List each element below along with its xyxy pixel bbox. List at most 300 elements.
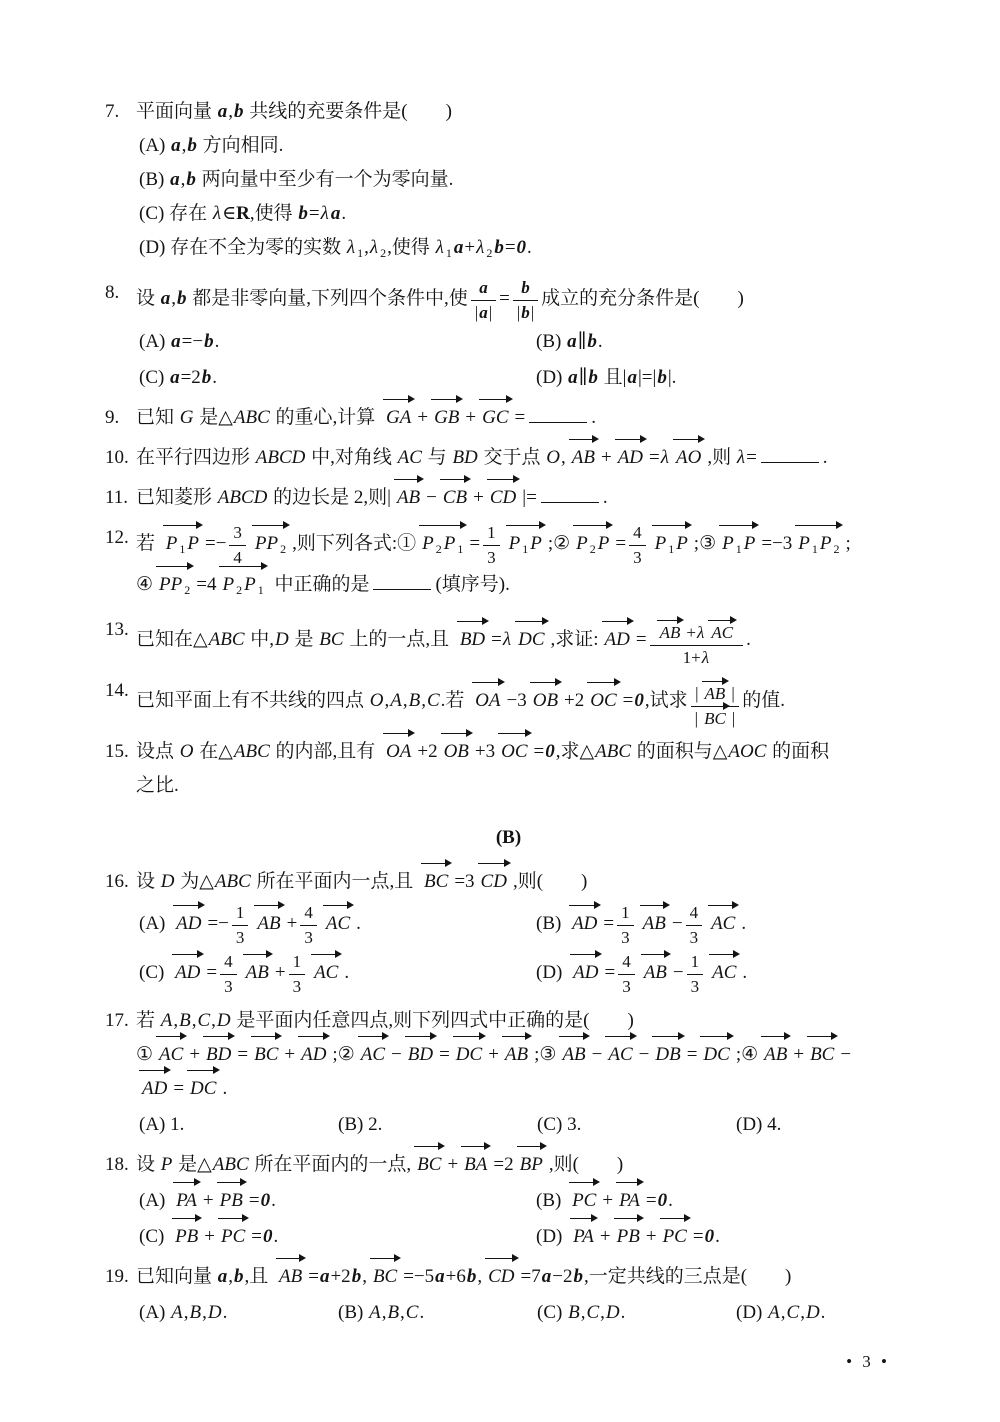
text: − bbox=[638, 1043, 650, 1065]
text: (C) bbox=[537, 1301, 568, 1323]
math-variable: AC bbox=[360, 1043, 386, 1065]
math-variable: BC bbox=[704, 708, 726, 728]
text: 4 bbox=[304, 903, 313, 923]
question-text bbox=[136, 522, 912, 567]
option bbox=[139, 1221, 536, 1253]
text: = bbox=[469, 533, 481, 554]
math-bold-vector: b bbox=[521, 278, 530, 297]
text: (C) bbox=[139, 962, 170, 984]
option bbox=[736, 1297, 935, 1329]
math-variable: PA bbox=[619, 1189, 640, 1211]
text: ∈ bbox=[222, 203, 237, 224]
text: = bbox=[237, 1043, 249, 1065]
text: . bbox=[591, 407, 596, 429]
text: = bbox=[308, 203, 320, 224]
text: , bbox=[477, 1265, 483, 1287]
math-variable: ABC bbox=[233, 407, 270, 429]
text: | bbox=[474, 302, 479, 322]
text: , bbox=[384, 690, 390, 712]
math-bold-vector: 0 bbox=[704, 1225, 715, 1247]
math-variable: AD bbox=[573, 962, 599, 984]
math-variable: AC bbox=[159, 1043, 184, 1065]
text: 的边长是 2,则| bbox=[268, 487, 391, 509]
fraction bbox=[691, 675, 740, 728]
math-variable: BD bbox=[206, 1043, 232, 1065]
text: 3 bbox=[621, 927, 630, 947]
subscript: 1 bbox=[668, 542, 675, 556]
question-17-line-3 bbox=[105, 1073, 912, 1105]
math-bold-vector: b bbox=[186, 169, 196, 190]
question-number: 7. bbox=[105, 101, 120, 122]
text: − bbox=[672, 962, 684, 984]
math-variable: BP bbox=[519, 1153, 543, 1175]
text: + bbox=[286, 913, 298, 935]
text: +2 bbox=[330, 1265, 351, 1287]
text: 3 bbox=[622, 977, 631, 997]
math-variable: AB bbox=[279, 1265, 303, 1287]
question-text bbox=[136, 402, 912, 434]
question-16-options-row-1 bbox=[105, 902, 912, 947]
math-variable: AD bbox=[142, 1077, 168, 1099]
text: , bbox=[171, 287, 177, 309]
text: ① bbox=[136, 1043, 154, 1065]
option bbox=[536, 1221, 933, 1253]
text: , bbox=[402, 690, 408, 712]
math-bold-vector: a bbox=[541, 1265, 552, 1287]
question-number: 9. bbox=[105, 407, 120, 429]
math-variable: P bbox=[187, 533, 199, 554]
vector-arrow bbox=[219, 569, 266, 606]
text: (B) bbox=[536, 913, 567, 935]
text: 与 bbox=[422, 447, 452, 469]
option bbox=[537, 1297, 736, 1329]
vector-arrow bbox=[440, 482, 470, 514]
numerator bbox=[513, 277, 538, 301]
denominator bbox=[650, 646, 743, 668]
vector-arrow bbox=[441, 736, 472, 768]
math-variable: BC bbox=[424, 871, 449, 893]
text: = bbox=[439, 1043, 450, 1065]
text: 且| bbox=[598, 367, 627, 389]
vector-arrow bbox=[569, 442, 598, 474]
text: = bbox=[746, 447, 757, 469]
text: | bbox=[488, 302, 493, 322]
vector-arrow bbox=[421, 866, 451, 898]
text: (D) bbox=[536, 962, 568, 984]
denominator bbox=[513, 301, 538, 323]
vector-arrow bbox=[795, 528, 842, 565]
text: . bbox=[273, 1225, 279, 1247]
text: , bbox=[211, 1009, 216, 1031]
vector-arrow bbox=[358, 1039, 388, 1071]
question-text bbox=[136, 277, 912, 322]
text: (C) bbox=[139, 1225, 170, 1247]
question-12 bbox=[105, 522, 912, 567]
math-variable: D bbox=[275, 629, 289, 651]
fraction bbox=[483, 522, 500, 567]
text: +2 bbox=[417, 741, 438, 763]
math-variable: A bbox=[160, 1009, 173, 1031]
text: 中正确的是 bbox=[269, 574, 370, 596]
vector-arrow bbox=[660, 1221, 690, 1253]
section-b-header bbox=[105, 822, 912, 854]
text: . bbox=[668, 1189, 673, 1211]
math-variable: CD bbox=[488, 1265, 515, 1287]
math-bold-vector: 0 bbox=[263, 1225, 273, 1247]
option bbox=[536, 902, 933, 947]
vector-arrow bbox=[479, 402, 511, 434]
text: , bbox=[173, 1009, 179, 1031]
math-variable: ABCD bbox=[255, 447, 306, 469]
math-variable: AB bbox=[571, 447, 595, 469]
math-bold-vector: a bbox=[330, 203, 341, 224]
math-variable: λ bbox=[696, 623, 705, 643]
vector-arrow bbox=[569, 1185, 599, 1217]
text: . bbox=[715, 1225, 720, 1247]
question-15-line-2 bbox=[105, 770, 912, 802]
question-7-option-c bbox=[105, 198, 912, 230]
text: | bbox=[530, 302, 535, 322]
math-variable: PB bbox=[175, 1225, 199, 1247]
text: 是平面内任意四点,则下列四式中正确的是( ) bbox=[231, 1009, 634, 1031]
option bbox=[736, 1109, 935, 1141]
vector-arrow bbox=[587, 685, 619, 717]
text: ,求△ bbox=[555, 741, 595, 763]
vector-arrow bbox=[173, 908, 204, 940]
math-bold-vector: b bbox=[657, 367, 667, 389]
text: − bbox=[591, 1043, 603, 1065]
math-variable: λ bbox=[502, 629, 512, 651]
math-variable: P bbox=[819, 533, 832, 554]
text: (D) bbox=[736, 1301, 768, 1323]
text: − bbox=[671, 913, 683, 935]
text: =− bbox=[181, 331, 204, 353]
text: 4 bbox=[689, 903, 699, 923]
denominator bbox=[687, 975, 704, 997]
question-text bbox=[136, 675, 912, 728]
vector-arrow bbox=[506, 528, 545, 565]
text: 3 bbox=[690, 977, 700, 997]
math-bold-vector: b bbox=[351, 1265, 362, 1287]
math-bold-vector: b bbox=[201, 367, 212, 389]
vector-arrow bbox=[502, 1039, 531, 1071]
option bbox=[139, 1109, 338, 1141]
numerator bbox=[483, 522, 500, 546]
math-variable: DB bbox=[655, 1043, 681, 1065]
math-variable: AB bbox=[396, 487, 421, 509]
text: 3 bbox=[689, 927, 699, 947]
math-variable: CD bbox=[480, 871, 507, 893]
text: = bbox=[533, 741, 545, 763]
vector-arrow bbox=[657, 623, 684, 643]
vector-arrow bbox=[187, 1073, 219, 1105]
math-bold-vector: b bbox=[234, 101, 244, 122]
math-bold-vector: b bbox=[494, 237, 504, 258]
vector-arrow bbox=[652, 1039, 683, 1071]
math-variable: D bbox=[216, 1009, 231, 1031]
math-variable: AB bbox=[764, 1043, 788, 1065]
math-variable: AD bbox=[572, 913, 598, 935]
math-bold-vector: a bbox=[217, 101, 228, 122]
math-variable: OA bbox=[386, 741, 412, 763]
question-16 bbox=[105, 866, 912, 898]
math-variable: ABCD bbox=[217, 487, 268, 509]
text: |=| bbox=[637, 367, 657, 389]
text: = bbox=[173, 1077, 185, 1099]
vector-arrow bbox=[453, 1039, 485, 1071]
text: (B) 2. bbox=[338, 1113, 383, 1135]
vector-arrow bbox=[251, 1039, 281, 1071]
math-variable: AB bbox=[257, 913, 281, 935]
question-text bbox=[136, 442, 912, 474]
math-variable: λ bbox=[369, 237, 379, 258]
subscript: 2 bbox=[236, 583, 243, 598]
numerator bbox=[686, 902, 703, 926]
math-variable: D bbox=[605, 1301, 620, 1323]
option bbox=[536, 951, 933, 996]
fraction bbox=[229, 522, 246, 567]
math-variable: D bbox=[805, 1301, 820, 1323]
text: =− bbox=[204, 533, 227, 554]
text: , bbox=[364, 237, 369, 258]
text: (A) 1. bbox=[139, 1113, 185, 1135]
text: , bbox=[228, 1265, 234, 1287]
math-variable: ABC bbox=[208, 629, 245, 651]
text: | bbox=[516, 302, 521, 322]
question-number: 13. bbox=[105, 619, 129, 641]
text: . bbox=[212, 367, 218, 389]
math-variable: OB bbox=[532, 690, 559, 712]
question-12-line-2 bbox=[105, 569, 912, 606]
text: + bbox=[189, 1043, 201, 1065]
math-variable: λ bbox=[212, 203, 222, 224]
math-variable: OC bbox=[501, 741, 528, 763]
text: + bbox=[204, 1225, 216, 1247]
text: 两向量中至少有一个为零向量. bbox=[196, 169, 454, 190]
text: 3 bbox=[633, 547, 642, 567]
text: ∥ bbox=[578, 367, 588, 389]
vector-arrow bbox=[298, 1039, 329, 1071]
math-bold-vector: b bbox=[521, 302, 530, 322]
vector-arrow bbox=[487, 482, 519, 514]
math-bold-vector: a bbox=[170, 169, 180, 190]
text: = bbox=[308, 1265, 319, 1287]
math-bold-vector: a bbox=[567, 331, 577, 353]
text: ,一定共线的三点是( ) bbox=[583, 1265, 792, 1287]
questions-list bbox=[105, 96, 912, 1329]
fraction bbox=[513, 277, 538, 322]
vector-arrow bbox=[515, 624, 547, 656]
math-bold-vector: b bbox=[466, 1265, 477, 1287]
answer-blank bbox=[541, 500, 599, 503]
math-variable: A bbox=[768, 1301, 780, 1323]
math-variable: AB bbox=[659, 623, 681, 643]
math-bold-vector: b bbox=[234, 1265, 244, 1287]
vector-arrow bbox=[323, 908, 353, 940]
text: 的值. bbox=[742, 690, 785, 712]
text: = bbox=[615, 533, 627, 554]
text: 已知向量 bbox=[136, 1265, 217, 1287]
vector-arrow bbox=[573, 528, 612, 565]
math-variable: λ bbox=[320, 203, 329, 224]
text: (D) 存在不全为零的实数 bbox=[139, 237, 346, 258]
text: , bbox=[202, 1301, 207, 1323]
text: , bbox=[183, 1301, 189, 1323]
math-variable: AOC bbox=[728, 741, 767, 763]
text: , bbox=[191, 1009, 197, 1031]
text: ,则( ) bbox=[512, 871, 588, 893]
math-variable: P bbox=[160, 1153, 173, 1175]
math-variable: P bbox=[743, 533, 756, 554]
math-variable: AB bbox=[562, 1043, 586, 1065]
text: = bbox=[491, 629, 502, 651]
vector-arrow bbox=[616, 1185, 643, 1217]
text: .若 bbox=[440, 690, 470, 712]
vector-arrow bbox=[640, 908, 669, 940]
vector-arrow bbox=[252, 528, 289, 565]
math-variable: D bbox=[207, 1301, 222, 1323]
numerator bbox=[220, 951, 237, 975]
text: ;③ bbox=[693, 533, 717, 554]
text: 是 bbox=[289, 629, 319, 651]
numerator bbox=[618, 951, 635, 975]
math-variable: AC bbox=[608, 1043, 633, 1065]
numerator bbox=[691, 675, 740, 707]
text: | bbox=[731, 708, 736, 728]
text: +2 bbox=[564, 690, 585, 712]
vector-arrow bbox=[530, 685, 561, 717]
math-variable: AC bbox=[711, 623, 734, 643]
vector-arrow bbox=[701, 709, 729, 729]
vector-arrow bbox=[156, 569, 193, 606]
question-number: 15. bbox=[105, 741, 129, 763]
question-7-option-a bbox=[105, 130, 912, 162]
numerator bbox=[300, 902, 317, 926]
math-bold-vector: b bbox=[187, 135, 197, 156]
question-number: 12. bbox=[105, 527, 129, 549]
vector-arrow bbox=[807, 1039, 837, 1071]
denominator bbox=[220, 975, 237, 997]
question-10 bbox=[105, 442, 912, 474]
subscript: 1 bbox=[735, 542, 742, 556]
math-variable: D bbox=[160, 871, 175, 893]
denominator bbox=[629, 546, 646, 568]
option bbox=[536, 326, 933, 358]
subscript: 2 bbox=[184, 583, 191, 598]
vector-arrow bbox=[700, 1039, 732, 1071]
text: ,求证: bbox=[550, 629, 599, 651]
text: 若 bbox=[136, 1009, 160, 1031]
text: , bbox=[561, 447, 566, 469]
text: =2 bbox=[180, 367, 201, 389]
text: (A) bbox=[139, 913, 171, 935]
math-variable: P bbox=[222, 574, 235, 596]
math-variable: BD bbox=[407, 1043, 434, 1065]
text: , bbox=[780, 1301, 786, 1323]
text: = bbox=[504, 237, 516, 258]
math-variable: AB bbox=[504, 1043, 529, 1065]
question-18-options-row-1 bbox=[105, 1185, 912, 1217]
text: |. bbox=[667, 367, 677, 389]
option bbox=[537, 1109, 736, 1141]
text: (填序号). bbox=[435, 574, 510, 596]
math-variable: P bbox=[422, 533, 434, 554]
text: −2 bbox=[552, 1265, 573, 1287]
text: ,使得 bbox=[249, 203, 298, 224]
math-variable: PA bbox=[176, 1189, 197, 1211]
denominator bbox=[618, 975, 635, 997]
numerator bbox=[289, 951, 306, 975]
math-bold-vector: a bbox=[479, 302, 488, 322]
math-variable: P bbox=[443, 533, 456, 554]
text: (A) bbox=[139, 135, 171, 156]
math-variable: B bbox=[408, 690, 421, 712]
text: = bbox=[622, 690, 634, 712]
math-roman-bold: R bbox=[236, 203, 250, 224]
text: = bbox=[206, 962, 218, 984]
math-bold-vector: a bbox=[171, 331, 181, 353]
math-variable: AB bbox=[643, 962, 667, 984]
text: 设 bbox=[136, 1153, 160, 1175]
text: + bbox=[600, 447, 612, 469]
text: ,试求 bbox=[644, 690, 688, 712]
text: = bbox=[603, 913, 615, 935]
vector-arrow bbox=[370, 1261, 400, 1293]
option bbox=[338, 1109, 537, 1141]
question-19 bbox=[105, 1261, 912, 1293]
vector-arrow bbox=[485, 1261, 517, 1293]
fraction bbox=[629, 522, 646, 567]
vector-arrow bbox=[614, 1221, 643, 1253]
math-bold-vector: a bbox=[568, 367, 578, 389]
math-variable: AD bbox=[176, 913, 202, 935]
text: − bbox=[391, 1043, 402, 1065]
text: + bbox=[686, 623, 696, 643]
math-variable: PC bbox=[662, 1225, 687, 1247]
math-variable: λ bbox=[435, 237, 444, 258]
denominator bbox=[300, 926, 317, 948]
subscript: 1 bbox=[522, 542, 529, 556]
text: ;② bbox=[332, 1043, 355, 1065]
answer-blank bbox=[529, 420, 587, 423]
math-variable: ABC bbox=[233, 741, 270, 763]
answer-blank bbox=[373, 587, 431, 590]
text: 4 bbox=[633, 523, 642, 543]
vector-arrow bbox=[461, 1149, 490, 1181]
text: + bbox=[599, 1225, 611, 1247]
text: . bbox=[222, 1301, 228, 1323]
text: = bbox=[248, 1189, 260, 1211]
text: ; bbox=[845, 533, 851, 554]
math-variable: BC bbox=[319, 629, 344, 651]
text: 在平行四边形 bbox=[136, 447, 255, 469]
vector-arrow bbox=[708, 908, 738, 940]
question-8 bbox=[105, 277, 912, 322]
math-variable: BC bbox=[417, 1153, 442, 1175]
math-variable: PB bbox=[219, 1189, 243, 1211]
math-bold-vector: a bbox=[170, 367, 180, 389]
question-17-line-2 bbox=[105, 1039, 912, 1071]
text: , bbox=[800, 1301, 805, 1323]
text: =3 bbox=[454, 871, 475, 893]
question-number: 14. bbox=[105, 680, 129, 702]
text: 已知平面上有不共线的四点 bbox=[136, 690, 369, 712]
text: 是△ bbox=[194, 407, 233, 429]
math-bold-vector: 0 bbox=[545, 741, 555, 763]
math-variable: BD bbox=[459, 629, 486, 651]
question-17-options-row bbox=[105, 1109, 912, 1141]
text: = bbox=[645, 1189, 657, 1211]
